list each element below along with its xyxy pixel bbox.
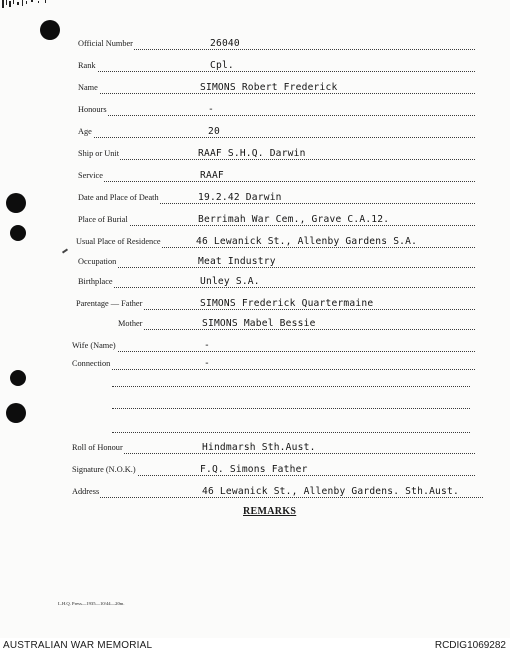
label-signature: Signature (N.O.K.)	[72, 465, 136, 474]
label-connection: Connection	[72, 359, 111, 368]
blank-line-2	[112, 408, 470, 409]
label-place-of-burial: Place of Burial	[78, 215, 128, 224]
value-signature: F.Q. Simons Father	[200, 464, 308, 475]
filing-hole-1	[40, 20, 60, 40]
value-occupation: Meat Industry	[198, 256, 276, 267]
blank-line-1	[112, 386, 470, 387]
label-official-number: Official Number	[78, 39, 133, 48]
value-connection: -	[204, 358, 210, 369]
filing-hole-2	[6, 193, 26, 213]
value-ship-or-unit: RAAF S.H.Q. Darwin	[198, 148, 306, 159]
label-birthplace: Birthplace	[78, 277, 113, 286]
label-honours: Honours	[78, 105, 107, 114]
label-service: Service	[78, 171, 103, 180]
value-mother: SIMONS Mabel Bessie	[202, 318, 316, 329]
scan-noise	[0, 0, 60, 20]
record-id: RCDIG1069282	[434, 640, 506, 651]
label-usual-residence: Usual Place of Residence	[76, 237, 161, 246]
value-rank: Cpl.	[210, 60, 234, 71]
value-father: SIMONS Frederick Quartermaine	[200, 298, 374, 309]
archive-footer	[0, 638, 510, 654]
value-birthplace: Unley S.A.	[200, 276, 260, 287]
value-roll-of-honour: Hindmarsh Sth.Aust.	[202, 442, 316, 453]
label-rank: Rank	[78, 61, 96, 70]
label-date-place-death: Date and Place of Death	[78, 193, 159, 202]
blank-line-3	[112, 432, 470, 433]
label-address: Address	[72, 487, 100, 496]
value-service: RAAF	[200, 170, 224, 181]
label-age: Age	[78, 127, 92, 136]
value-name: SIMONS Robert Frederick	[200, 82, 338, 93]
value-age: 20	[208, 126, 220, 137]
filing-hole-3	[10, 225, 26, 241]
filing-hole-5	[6, 403, 26, 423]
institution-name: AUSTRALIAN WAR MEMORIAL	[3, 640, 153, 651]
label-occupation: Occupation	[78, 257, 117, 266]
label-name: Name	[78, 83, 98, 92]
filing-hole-4	[10, 370, 26, 386]
label-mother: Mother	[118, 319, 143, 328]
value-date-place-death: 19.2.42 Darwin	[198, 192, 282, 203]
value-address: 46 Lewanick St., Allenby Gardens. Sth.Aust.	[202, 486, 459, 497]
value-official-number: 26040	[210, 38, 240, 49]
value-place-of-burial: Berrimah War Cem., Grave C.A.12.	[198, 214, 390, 225]
label-father: Parentage — Father	[76, 299, 143, 308]
label-ship-or-unit: Ship or Unit	[78, 149, 120, 158]
printer-imprint: L.H.Q. Press—1935—10/44—20m.	[58, 601, 125, 606]
label-roll-of-honour: Roll of Honour	[72, 443, 123, 452]
remarks-heading: REMARKS	[243, 506, 297, 517]
value-usual-residence: 46 Lewanick St., Allenby Gardens S.A.	[196, 236, 418, 247]
value-wife: -	[204, 340, 210, 351]
value-honours: -	[208, 104, 214, 115]
pencil-mark	[62, 248, 68, 253]
label-wife: Wife (Name)	[72, 341, 116, 350]
